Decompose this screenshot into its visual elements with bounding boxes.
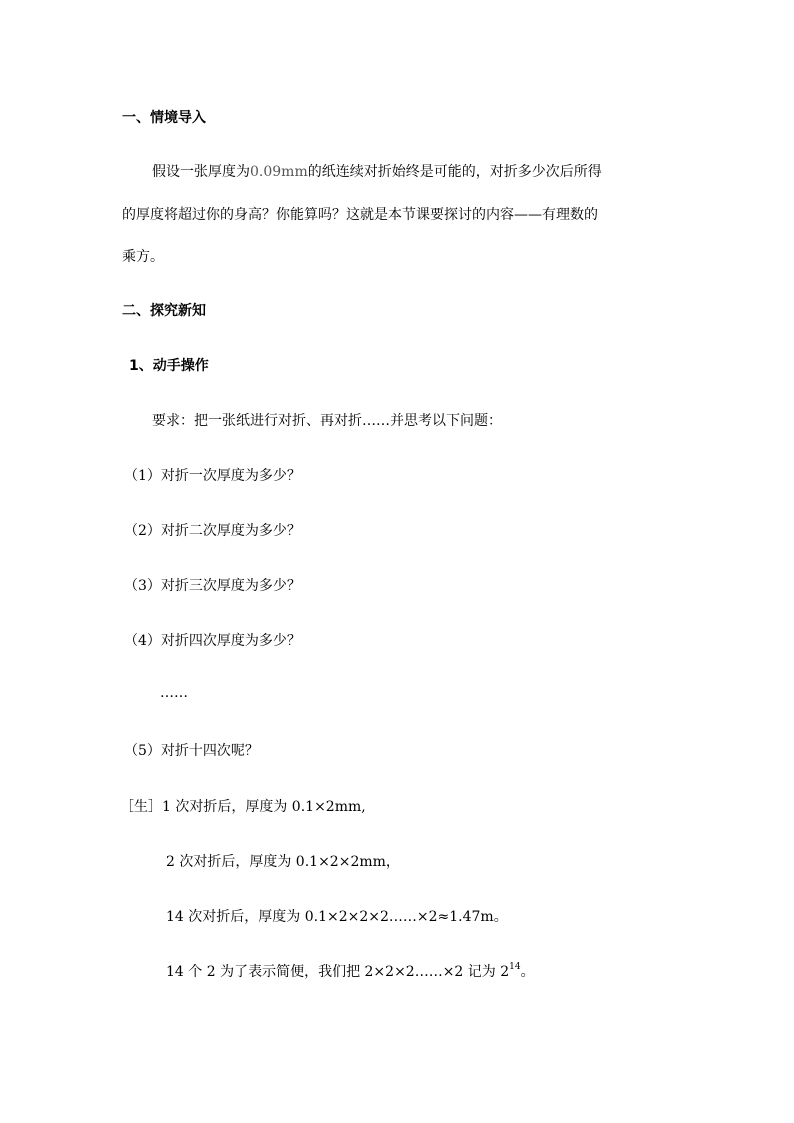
answer-line-1: ［生］1 次对折后，厚度为 0.1×2mm,: [120, 799, 366, 815]
question-2: （2）对折二次厚度为多少？: [124, 523, 301, 539]
intro-paragraph-line-3: 乘方。: [122, 249, 164, 265]
intro-paragraph-line-2: 的厚度将超过你的身高？你能算吗？这就是本节课要探讨的内容——有理数的: [122, 207, 598, 223]
ellipsis: ……: [160, 685, 188, 701]
answer-line-4-text: 14 个 2 为了表示简便，我们把 2×2×2……×2 记为 2: [166, 964, 510, 980]
requirement-text: 要求：把一张纸进行对折、再对折……并思考以下问题：: [152, 413, 502, 429]
exponent: 14: [509, 962, 521, 972]
question-3: （3）对折三次厚度为多少？: [124, 578, 301, 594]
question-1: （1）对折一次厚度为多少？: [124, 468, 301, 484]
intro-heading: 一、情境导入: [122, 110, 206, 126]
answer-line-4-end: 。: [520, 964, 535, 980]
answer-line-4: [166, 962, 535, 980]
question-5: （5）对折十四次呢？: [124, 743, 259, 759]
answer-line-3: 14 次对折后，厚度为 0.1×2×2×2……×2≈1.47m。: [166, 909, 508, 925]
hands-on-subheading: 1、动手操作: [129, 358, 209, 374]
intro-text-b: 的纸连续对折始终是可能的，对折多少次后所得: [307, 164, 602, 180]
answer-line-2: 2 次对折后，厚度为 0.1×2×2mm，: [166, 854, 400, 870]
intro-text-a: 假设一张厚度为: [152, 164, 250, 180]
intro-paragraph-line-1: [152, 165, 602, 179]
paper-thickness-value: 0.09mm: [250, 164, 308, 180]
explore-heading: 二、探究新知: [122, 303, 206, 319]
question-4: （4）对折四次厚度为多少？: [124, 633, 301, 649]
